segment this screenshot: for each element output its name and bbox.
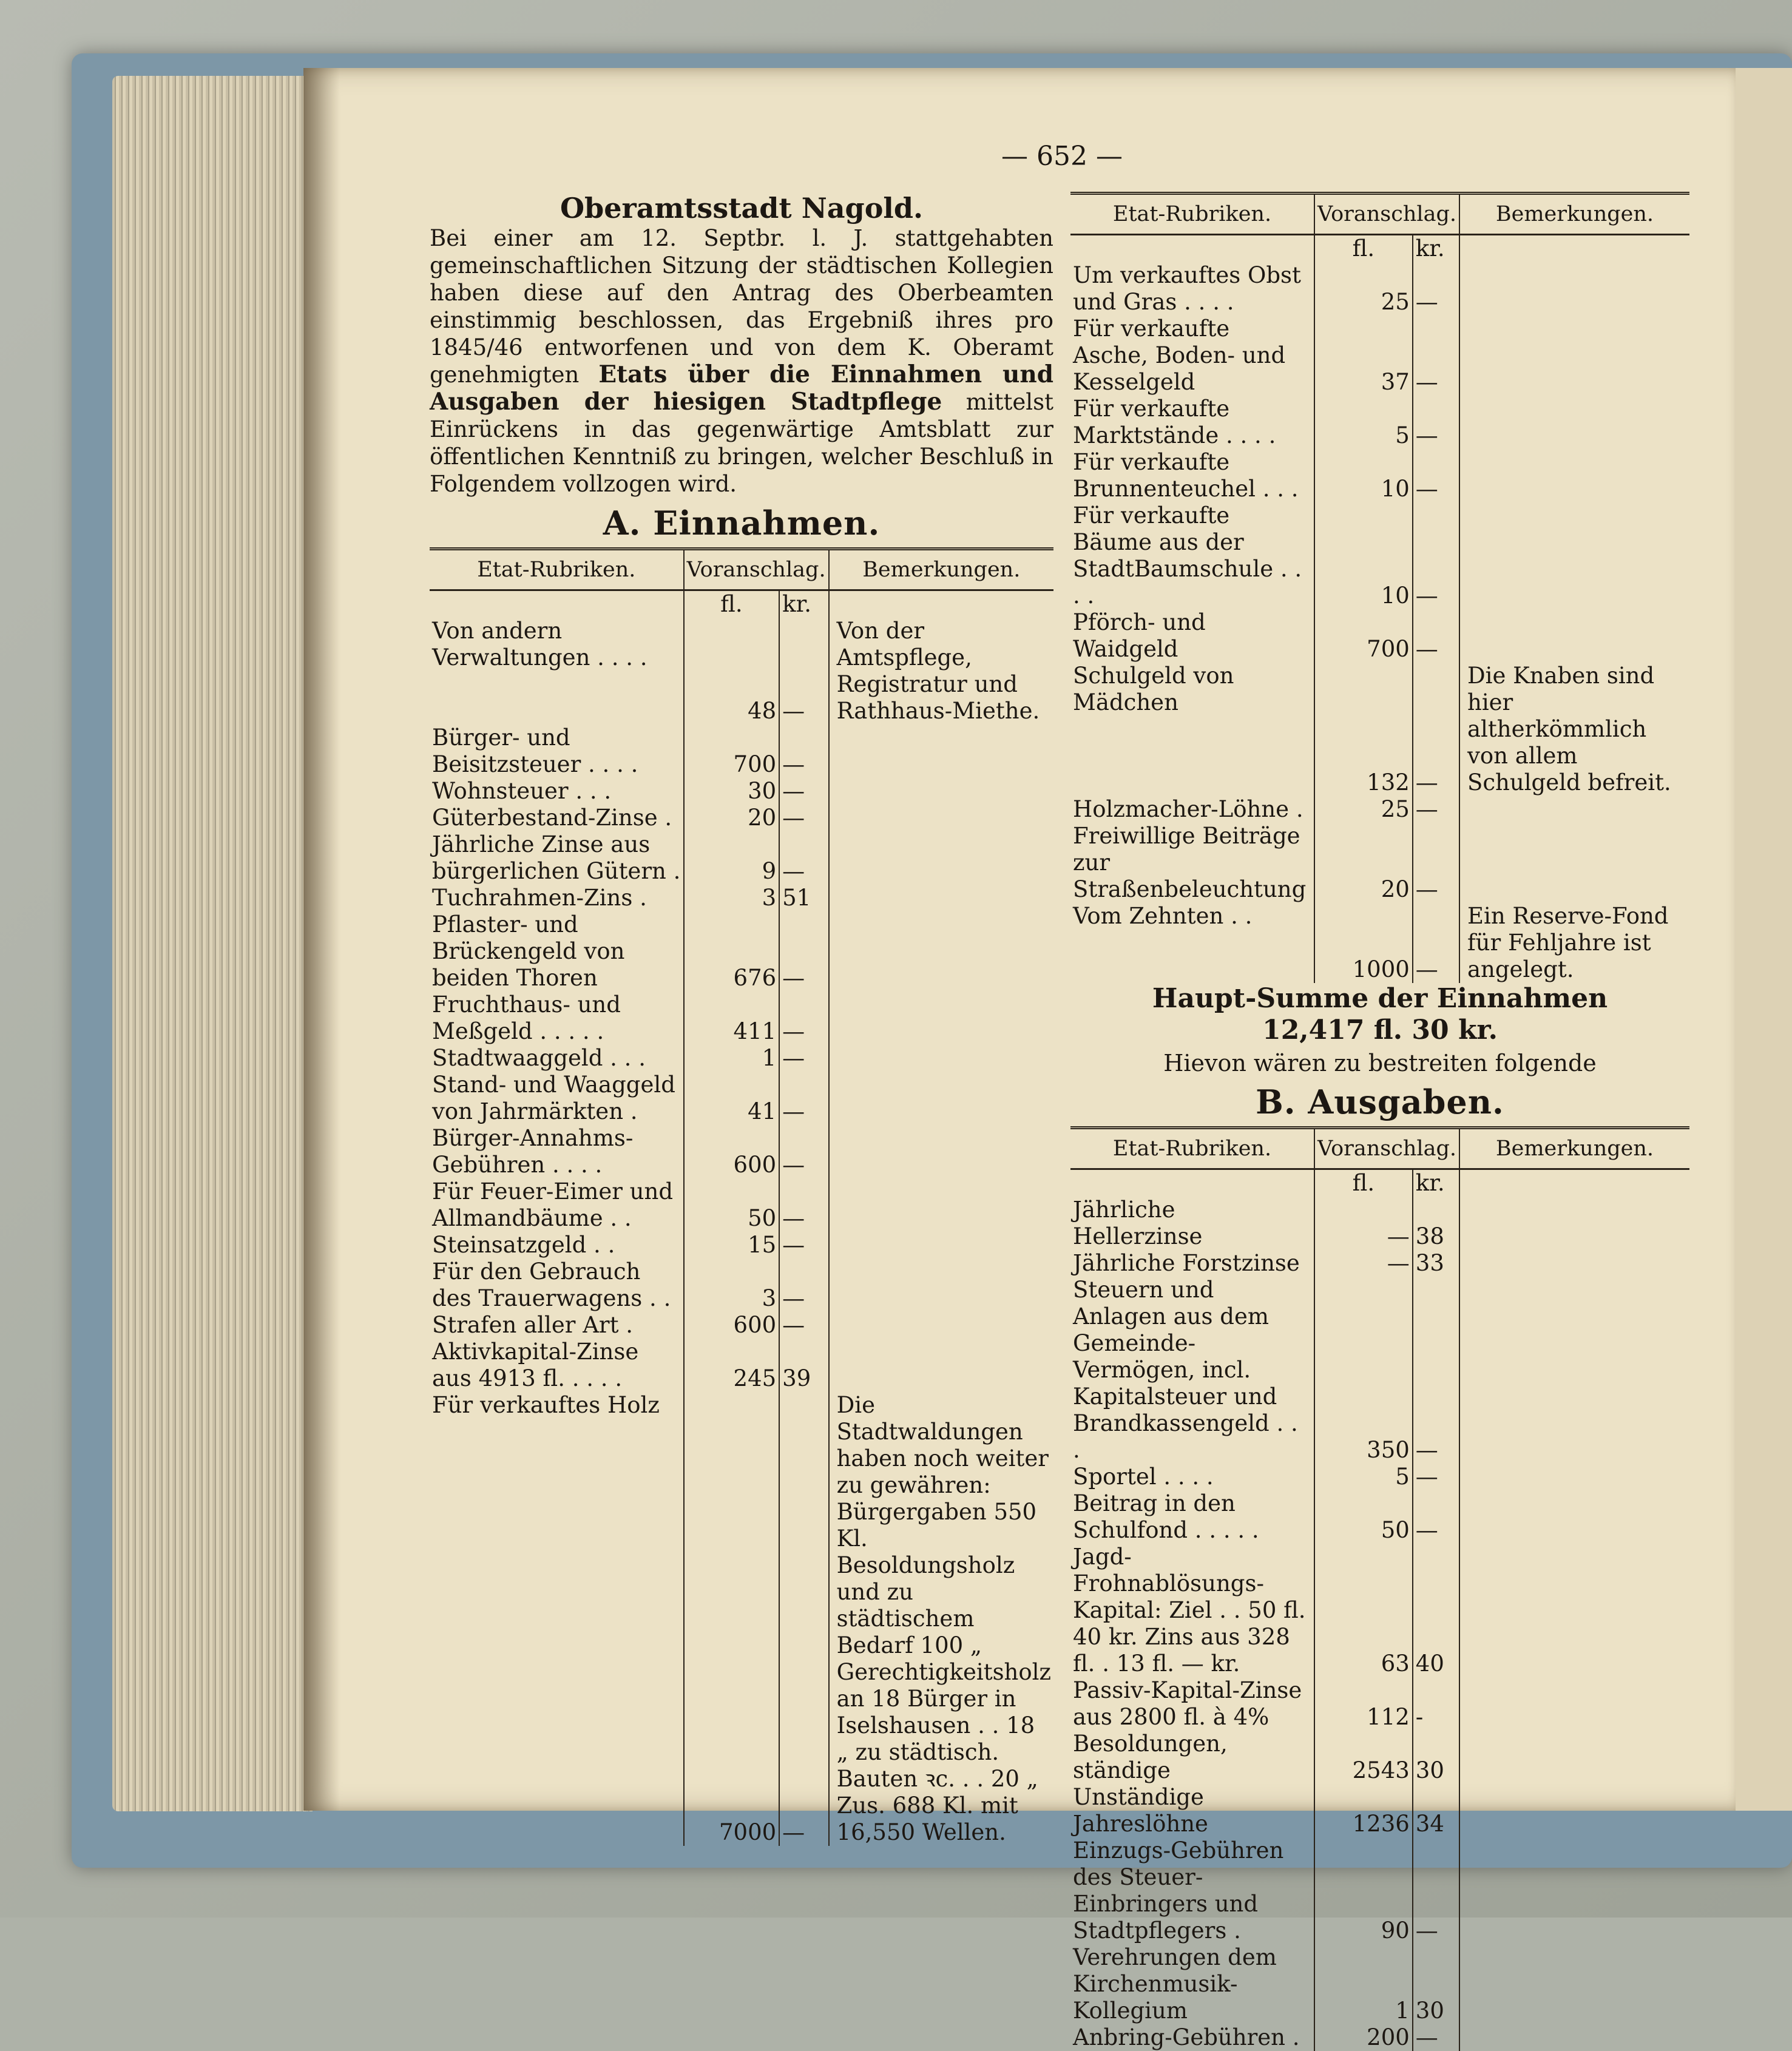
row-fl: 9 xyxy=(684,831,780,885)
row-fl: 2543 xyxy=(1314,1731,1413,1784)
row-bemerkung xyxy=(829,885,1053,911)
row-rubrik: Stand- und Waaggeld von Jahrmärkten . xyxy=(430,1072,684,1125)
page-number: — 652 — xyxy=(1001,141,1123,172)
table-row xyxy=(430,1259,1053,1312)
row-kr: — xyxy=(779,1125,828,1178)
row-rubrik: Pflaster- und Brückengeld von beiden Thoren xyxy=(430,911,684,992)
table-row xyxy=(1070,2024,1689,2051)
row-kr: — xyxy=(779,1392,828,1846)
row-fl: 5 xyxy=(1314,1464,1413,1490)
table-row xyxy=(1070,903,1689,983)
row-fl: 132 xyxy=(1314,663,1413,796)
row-bemerkung xyxy=(1459,823,1689,903)
table-row xyxy=(1070,823,1689,903)
table-row xyxy=(1070,396,1689,449)
row-rubrik: Sportel . . . . xyxy=(1070,1464,1314,1490)
row-bemerkung xyxy=(829,1312,1053,1339)
intro-text-start: Bei einer am 12. Septbr. l. J. stattgehabten gemeinschaftlichen Sitzung der städtischen Kollegien haben diese auf den Antrag des Oberbeamten einstimmig beschlossen, das Ergebniß ihres pro 1845/46 entworfenen und von dem K. Oberamt genehmigten xyxy=(430,225,1053,388)
row-fl: 30 xyxy=(684,778,780,805)
row-kr: — xyxy=(1413,663,1459,796)
row-kr: 40 xyxy=(1413,1544,1459,1677)
table-row xyxy=(1070,449,1689,502)
row-rubrik: Aktivkapital-Zinse aus 4913 fl. . . . . xyxy=(430,1339,684,1392)
row-bemerkung xyxy=(829,805,1053,831)
table-row xyxy=(1070,796,1689,823)
row-fl: 200 xyxy=(1314,2024,1413,2051)
table-row xyxy=(1070,1197,1689,1250)
row-rubrik: Güterbestand-Zinse . xyxy=(430,805,684,831)
row-fl: 676 xyxy=(684,911,780,992)
table-row xyxy=(1070,1944,1689,2024)
row-rubrik: Einzugs-Gebühren des Steuer-Einbringers und Stadtpflegers . xyxy=(1070,1837,1314,1944)
row-bemerkung xyxy=(829,1178,1053,1232)
table-row xyxy=(1070,609,1689,663)
row-kr: — xyxy=(1413,609,1459,663)
row-kr: — xyxy=(779,618,828,725)
einnahmen-table xyxy=(430,550,1053,1846)
row-bemerkung xyxy=(829,778,1053,805)
row-rubrik: Für verkaufte Asche, Boden- und Kesselgeld xyxy=(1070,316,1314,396)
row-bemerkung xyxy=(829,1125,1053,1178)
row-kr: 30 xyxy=(1413,1731,1459,1784)
row-fl: 10 xyxy=(1314,449,1413,502)
transition-text: Hievon wären zu bestreiten folgende xyxy=(1163,1050,1597,1076)
table-row xyxy=(1070,1731,1689,1784)
row-fl: 112 xyxy=(1314,1677,1413,1731)
row-fl: 1000 xyxy=(1314,903,1413,983)
row-bemerkung xyxy=(829,1259,1053,1312)
row-kr: — xyxy=(779,1045,828,1072)
row-kr: — xyxy=(1413,262,1459,316)
row-bemerkung: Die Knaben sind hier altherkömmlich von allem Schulgeld befreit. xyxy=(1467,663,1671,796)
row-rubrik: Beitrag in den Schulfond . . . . . xyxy=(1070,1490,1314,1544)
left-column xyxy=(430,192,1053,1846)
row-kr: 39 xyxy=(779,1339,828,1392)
row-rubrik: Bürger-Annahms-Gebühren . . . . xyxy=(430,1125,684,1178)
row-rubrik: Für Feuer-Eimer und Allmandbäume . . xyxy=(430,1178,684,1232)
row-bemerkung: Von der Amtspflege, Registratur und Rathhaus-Miethe. xyxy=(836,618,1040,724)
table-row xyxy=(430,1392,1053,1846)
row-rubrik: Freiwillige Beiträge zur Straßenbeleuchtung xyxy=(1070,823,1314,903)
row-kr: — xyxy=(1413,1837,1459,1944)
row-fl: 350 xyxy=(1314,1277,1413,1464)
unit-kr: kr. xyxy=(1413,235,1459,263)
table-row xyxy=(430,831,1053,885)
table-row xyxy=(1070,1837,1689,1944)
row-fl: 600 xyxy=(684,1312,780,1339)
row-rubrik: Für den Gebrauch des Trauerwagens . . xyxy=(430,1259,684,1312)
row-kr: — xyxy=(1413,2024,1459,2051)
row-kr: 30 xyxy=(1413,1944,1459,2024)
row-fl: 7000 xyxy=(684,1392,780,1846)
row-fl: 3 xyxy=(684,1259,780,1312)
right-column xyxy=(1070,192,1689,2051)
row-bemerkung xyxy=(1459,449,1689,502)
header-voranschlag: Voranschlag. xyxy=(1314,195,1459,235)
row-bemerkung xyxy=(829,1072,1053,1125)
row-rubrik: Um verkauftes Obst und Gras . . . . xyxy=(1070,262,1314,316)
row-rubrik: Holzmacher-Löhne . xyxy=(1070,796,1314,823)
row-kr: 33 xyxy=(1413,1250,1459,1277)
table-row xyxy=(1070,1490,1689,1544)
unit-kr: kr. xyxy=(1413,1169,1459,1197)
row-kr: - xyxy=(1413,1677,1459,1731)
row-fl: 90 xyxy=(1314,1837,1413,1944)
table-row xyxy=(430,1339,1053,1392)
row-kr: — xyxy=(779,911,828,992)
table-row xyxy=(1070,1250,1689,1277)
row-kr: — xyxy=(779,778,828,805)
row-rubrik: Strafen aller Art . xyxy=(430,1312,684,1339)
row-fl: 25 xyxy=(1314,796,1413,823)
table-row xyxy=(430,725,1053,778)
spine-shadow xyxy=(303,68,340,1811)
ausgaben-table xyxy=(1070,1129,1689,2051)
table-row xyxy=(1070,1277,1689,1464)
table-row xyxy=(1070,1784,1689,1837)
table-row xyxy=(1070,262,1689,316)
row-kr: — xyxy=(1413,1490,1459,1544)
intro-text-end: mittelst Einrückens in das gegenwärtige Amtsblatt zur öffentlichen Kenntniß zu bringen, welcher Beschluß in Folgendem vollzogen wird. xyxy=(430,389,1053,497)
unit-kr: kr. xyxy=(779,590,828,618)
row-kr: 38 xyxy=(1413,1197,1459,1250)
row-kr: — xyxy=(779,805,828,831)
row-bemerkung xyxy=(829,725,1053,778)
table-row xyxy=(1070,316,1689,396)
row-fl: 63 xyxy=(1314,1544,1413,1677)
unit-row xyxy=(1070,1169,1689,1197)
table-row xyxy=(430,1045,1053,1072)
row-fl: 5 xyxy=(1314,396,1413,449)
header-voranschlag: Voranschlag. xyxy=(684,550,829,590)
header-rubrik: Etat-Rubriken. xyxy=(1070,195,1314,235)
row-rubrik: Für verkaufte Marktstände . . . . xyxy=(1070,396,1314,449)
row-bemerkung xyxy=(1459,609,1689,663)
row-rubrik: Für verkaufte Bäume aus der StadtBaumschule . . . . xyxy=(1070,502,1314,609)
table-header-row xyxy=(1070,195,1689,235)
row-fl: 600 xyxy=(684,1125,780,1178)
row-rubrik: Verehrungen dem Kirchenmusik-Kollegium xyxy=(1070,1944,1314,2024)
table-row xyxy=(430,1072,1053,1125)
row-rubrik: Jährliche Zinse aus bürgerlichen Gütern . xyxy=(430,831,684,885)
header-rubrik: Etat-Rubriken. xyxy=(1070,1129,1314,1169)
row-fl: — xyxy=(1314,1197,1413,1250)
row-rubrik: Steuern und Anlagen aus dem Gemeinde-Vermögen, incl. Kapitalsteuer und Brandkassengeld . . . xyxy=(1070,1277,1314,1464)
header-voranschlag: Voranschlag. xyxy=(1314,1129,1459,1169)
unit-fl: fl. xyxy=(1314,235,1413,263)
row-fl: 41 xyxy=(684,1072,780,1125)
row-fl: 700 xyxy=(684,725,780,778)
row-rubrik: Für verkaufte Brunnenteuchel . . . xyxy=(1070,449,1314,502)
row-kr: — xyxy=(1413,449,1459,502)
adjacent-page-edge xyxy=(1736,68,1792,1811)
row-fl: 25 xyxy=(1314,262,1413,316)
row-rubrik: Pförch- und Waidgeld xyxy=(1070,609,1314,663)
row-kr: 34 xyxy=(1413,1784,1459,1837)
row-kr: — xyxy=(779,992,828,1045)
table-row xyxy=(430,805,1053,831)
row-rubrik: Jagd-Frohnablösungs-Kapital: Ziel . . 50 fl. 40 kr. Zins aus 328 fl. . 13 fl. — kr. xyxy=(1070,1544,1314,1677)
row-fl: 3 xyxy=(684,885,780,911)
row-kr: 51 xyxy=(779,885,828,911)
row-bemerkung xyxy=(829,911,1053,992)
unit-row xyxy=(430,590,1053,618)
table-row xyxy=(430,885,1053,911)
row-rubrik: Passiv-Kapital-Zinse aus 2800 fl. à 4% xyxy=(1070,1677,1314,1731)
row-fl: 48 xyxy=(684,618,780,725)
row-rubrik: Bürger- und Beisitzsteuer . . . . xyxy=(430,725,684,778)
table-row xyxy=(1070,1464,1689,1490)
row-bemerkung xyxy=(829,1339,1053,1392)
row-bemerkung xyxy=(1459,396,1689,449)
table-row xyxy=(430,778,1053,805)
row-fl: 411 xyxy=(684,992,780,1045)
row-fl: 700 xyxy=(1314,609,1413,663)
row-bemerkung xyxy=(1459,796,1689,823)
row-rubrik: Anbring-Gebühren . xyxy=(1070,2024,1314,2051)
row-kr: — xyxy=(1413,903,1459,983)
unit-fl: fl. xyxy=(1314,1169,1413,1197)
row-rubrik: Steinsatzgeld . . xyxy=(430,1232,684,1259)
row-fl: 245 xyxy=(684,1339,780,1392)
row-kr: — xyxy=(779,1259,828,1312)
row-fl: 20 xyxy=(1314,823,1413,903)
row-kr: — xyxy=(1413,502,1459,609)
row-fl: 20 xyxy=(684,805,780,831)
row-rubrik: Unständige Jahreslöhne xyxy=(1070,1784,1314,1837)
row-rubrik: Vom Zehnten . . xyxy=(1070,903,1314,983)
table-header-row xyxy=(1070,1129,1689,1169)
row-rubrik: Jährliche Forstzinse xyxy=(1070,1250,1314,1277)
table-row xyxy=(430,1312,1053,1339)
table-row xyxy=(1070,1677,1689,1731)
table-row xyxy=(430,911,1053,992)
article-heading: Oberamtsstadt Nagold. xyxy=(560,192,924,225)
table-row xyxy=(1070,1544,1689,1677)
row-kr: — xyxy=(1413,396,1459,449)
total-heading: Haupt-Summe der Einnahmen xyxy=(1152,983,1608,1014)
row-rubrik: Schulgeld von Mädchen xyxy=(1070,663,1314,796)
section-a-title: A. Einnahmen. xyxy=(603,504,881,542)
row-kr: — xyxy=(779,1072,828,1125)
row-bemerkung xyxy=(829,1045,1053,1072)
row-bemerkung xyxy=(829,831,1053,885)
row-kr: — xyxy=(1413,316,1459,396)
row-fl: 1236 xyxy=(1314,1784,1413,1837)
row-kr: — xyxy=(1413,1277,1459,1464)
row-fl: 10 xyxy=(1314,502,1413,609)
row-kr: — xyxy=(1413,796,1459,823)
row-rubrik: Wohnsteuer . . . xyxy=(430,778,684,805)
header-bemerkungen: Bemerkungen. xyxy=(1459,195,1689,235)
row-fl: 50 xyxy=(684,1178,780,1232)
row-rubrik: Besoldungen, ständige xyxy=(1070,1731,1314,1784)
row-rubrik: Stadtwaaggeld . . . xyxy=(430,1045,684,1072)
row-rubrik: Von andern Verwaltungen . . . . xyxy=(430,618,684,725)
row-fl: 50 xyxy=(1314,1490,1413,1544)
row-kr: — xyxy=(1413,823,1459,903)
row-kr: — xyxy=(779,1178,828,1232)
row-rubrik: Jährliche Hellerzinse xyxy=(1070,1197,1314,1250)
table-row xyxy=(430,618,1053,725)
row-kr: — xyxy=(779,1232,828,1259)
table-row xyxy=(430,1178,1053,1232)
table-row xyxy=(1070,502,1689,609)
section-b-title: B. Ausgaben. xyxy=(1256,1083,1504,1121)
row-fl: 15 xyxy=(684,1232,780,1259)
row-kr: — xyxy=(779,1312,828,1339)
table-row xyxy=(430,1232,1053,1259)
header-rubrik: Etat-Rubriken. xyxy=(430,550,684,590)
row-kr: — xyxy=(779,725,828,778)
row-rubrik: Fruchthaus- und Meßgeld . . . . . xyxy=(430,992,684,1045)
intro-text-bold: Etats über die Einnahmen und Ausgaben der hiesigen Stadtpflege xyxy=(430,360,1053,416)
table-row xyxy=(1070,663,1689,796)
row-bemerkung xyxy=(829,992,1053,1045)
page-edges xyxy=(112,76,313,1811)
unit-row xyxy=(1070,235,1689,263)
header-bemerkungen: Bemerkungen. xyxy=(1459,1129,1689,1169)
row-rubrik: Für verkauftes Holz xyxy=(430,1392,684,1846)
table-row xyxy=(430,1125,1053,1178)
unit-fl: fl. xyxy=(684,590,780,618)
total-amount: 12,417 fl. 30 kr. xyxy=(1262,1015,1498,1046)
row-bemerkung: Die Stadtwaldungen haben noch weiter zu gewähren: Bürgergaben 550 Kl. Besoldungsholz und zu städtischem Bedarf 100 „ Gerechtigkeitsholz an 18 Bürger in Iselshausen . . 18 „ zu städtisch. Bauten ꝛc. . . 20 „ Zus. 688 Kl. mit 16,550 Wellen. xyxy=(836,1392,1051,1845)
row-rubrik: Tuchrahmen-Zins . xyxy=(430,885,684,911)
header-bemerkungen: Bemerkungen. xyxy=(829,550,1053,590)
row-fl: 37 xyxy=(1314,316,1413,396)
row-bemerkung: Ein Reserve-Fond für Fehljahre ist angelegt. xyxy=(1467,903,1669,982)
row-fl: 1 xyxy=(1314,1944,1413,2024)
row-kr: — xyxy=(1413,1464,1459,1490)
row-fl: 1 xyxy=(684,1045,780,1072)
row-bemerkung xyxy=(1459,502,1689,609)
einnahmen-continued-table xyxy=(1070,195,1689,983)
row-bemerkung xyxy=(1459,316,1689,396)
row-bemerkung xyxy=(1459,262,1689,316)
table-header-row xyxy=(430,550,1053,590)
row-fl: — xyxy=(1314,1250,1413,1277)
intro-paragraph xyxy=(430,225,1053,498)
table-row xyxy=(430,992,1053,1045)
row-bemerkung xyxy=(829,1232,1053,1259)
row-kr: — xyxy=(779,831,828,885)
